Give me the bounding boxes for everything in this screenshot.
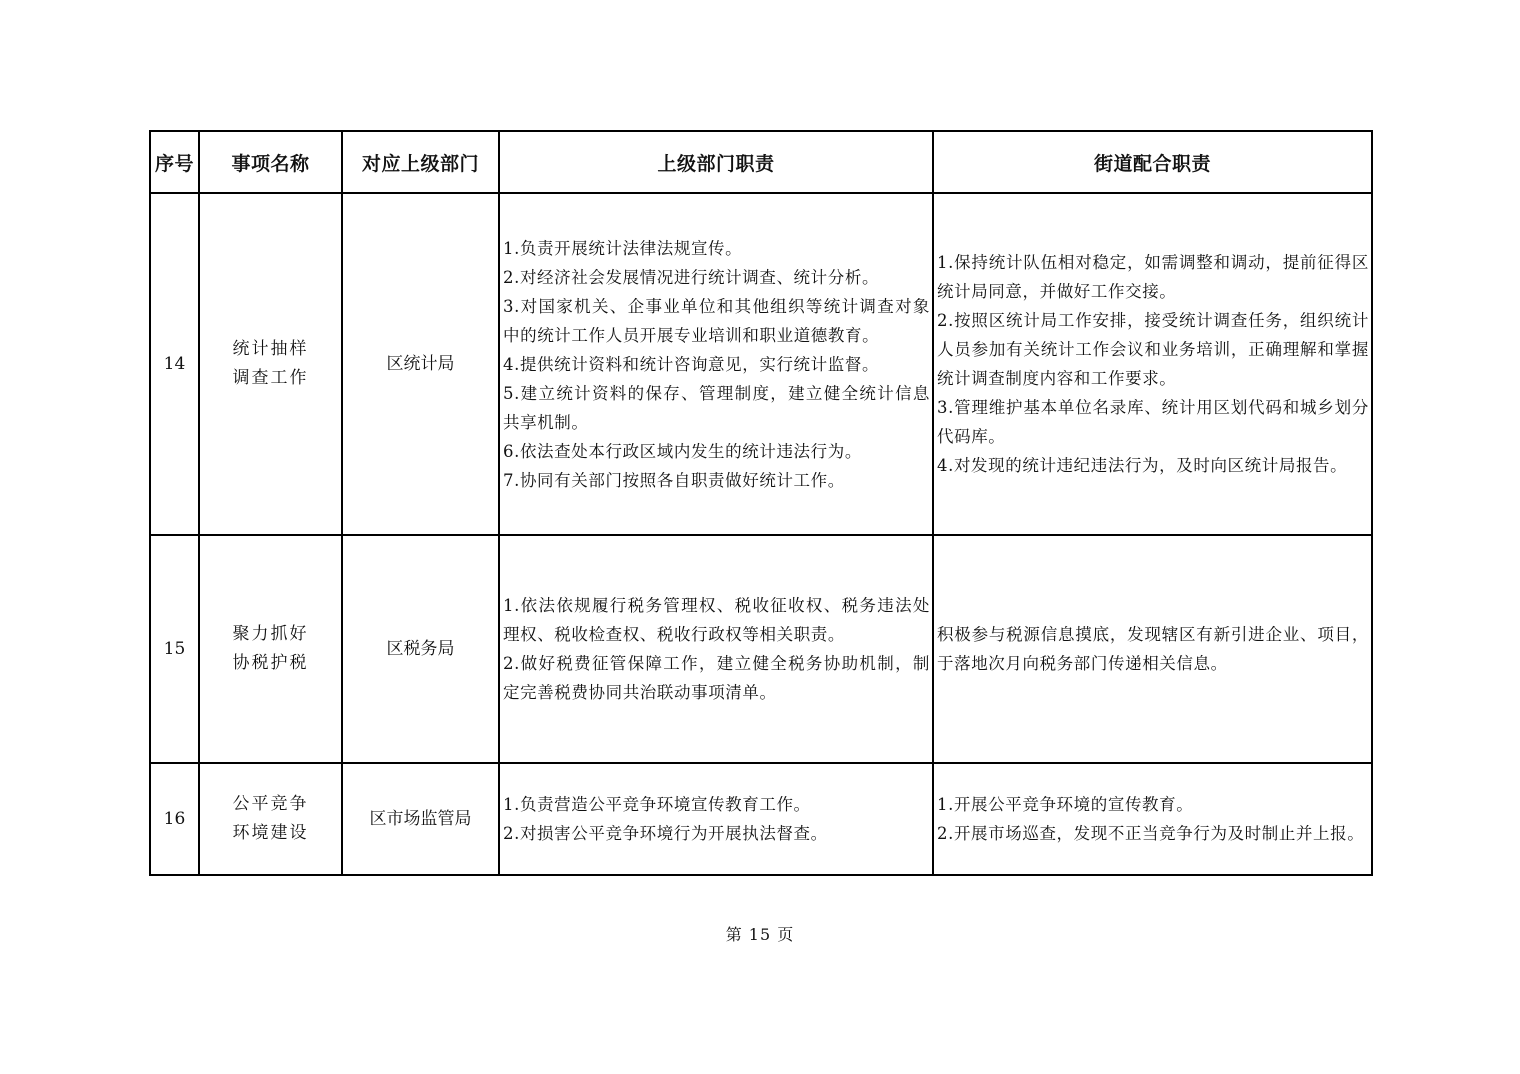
duty-line: 2.对经济社会发展情况进行统计调查、统计分析。 — [503, 267, 880, 287]
department: 区市场监管局 — [342, 763, 499, 875]
item-name-cell — [199, 535, 342, 763]
duty-line: 积极参与税源信息摸底，发现辖区有新引进企业、项目，于落地次月向税务部门传递相关信息。 — [937, 625, 1369, 673]
department: 区税务局 — [342, 535, 499, 763]
item-name: 统计抽样调查工作 — [232, 339, 309, 388]
table-row — [150, 535, 1372, 763]
duty-line: 2.对损害公平竞争环境行为开展执法督查。 — [503, 824, 828, 843]
item-name: 公平竞争环境建设 — [232, 794, 309, 843]
duty-table — [149, 130, 1373, 876]
street-duties — [933, 763, 1372, 875]
duty-line: 1.负责开展统计法律法规宣传。 — [503, 238, 743, 258]
item-name-cell — [199, 763, 342, 875]
duty-line: 5.建立统计资料的保存、管理制度，建立健全统计信息共享机制。 — [503, 383, 930, 432]
row-number: 16 — [150, 763, 199, 875]
duty-line: 2.做好税费征管保障工作，建立健全税务协助机制，制定完善税费协同共治联动事项清单。 — [503, 654, 930, 702]
duty-line: 1.保持统计队伍相对稳定，如需调整和调动，提前征得区统计局同意，并做好工作交接。 — [937, 253, 1369, 301]
duty-line: 1.依法依规履行税务管理权、税收征收权、税务违法处理权、税收检查权、税收行政权等相关职责。 — [503, 596, 930, 644]
header-upper-duties: 上级部门职责 — [499, 131, 933, 193]
page-number: 第 15 页 — [725, 925, 795, 944]
header-item-name: 事项名称 — [199, 131, 342, 193]
street-duties — [933, 535, 1372, 763]
duty-line: 7.协同有关部门按照各自职责做好统计工作。 — [503, 470, 845, 490]
item-name-cell — [199, 193, 342, 535]
table-row — [150, 763, 1372, 875]
duty-line: 3.对国家机关、企事业单位和其他组织等统计调查对象中的统计工作人员开展专业培训和职业道德教育。 — [503, 296, 930, 345]
item-name: 聚力抓好协税护税 — [232, 624, 309, 673]
duty-line: 1.开展公平竞争环境的宣传教育。 — [937, 795, 1194, 814]
duty-line: 2.开展市场巡查，发现不正当竞争行为及时制止并上报。 — [937, 824, 1365, 843]
street-duties — [933, 193, 1372, 535]
table-row — [150, 193, 1372, 535]
duty-line: 6.依法查处本行政区域内发生的统计违法行为。 — [503, 441, 862, 461]
upper-duties — [499, 763, 933, 875]
duty-line: 3.管理维护基本单位名录库、统计用区划代码和城乡划分代码库。 — [937, 398, 1369, 446]
duty-line: 1.负责营造公平竞争环境宣传教育工作。 — [503, 795, 811, 814]
upper-duties — [499, 193, 933, 535]
row-number: 15 — [150, 535, 199, 763]
table-header-row — [150, 131, 1372, 193]
row-number: 14 — [150, 193, 199, 535]
department: 区统计局 — [342, 193, 499, 535]
upper-duties — [499, 535, 933, 763]
header-no: 序号 — [150, 131, 199, 193]
header-street-duties: 街道配合职责 — [933, 131, 1372, 193]
duty-line: 4.对发现的统计违纪违法行为，及时向区统计局报告。 — [937, 456, 1348, 475]
duty-line: 2.按照区统计局工作安排，接受统计调查任务，组织统计人员参加有关统计工作会议和业务培训，正确理解和掌握统计调查制度内容和工作要求。 — [937, 311, 1369, 388]
duty-line: 4.提供统计资料和统计咨询意见，实行统计监督。 — [503, 354, 880, 374]
header-department: 对应上级部门 — [342, 131, 499, 193]
